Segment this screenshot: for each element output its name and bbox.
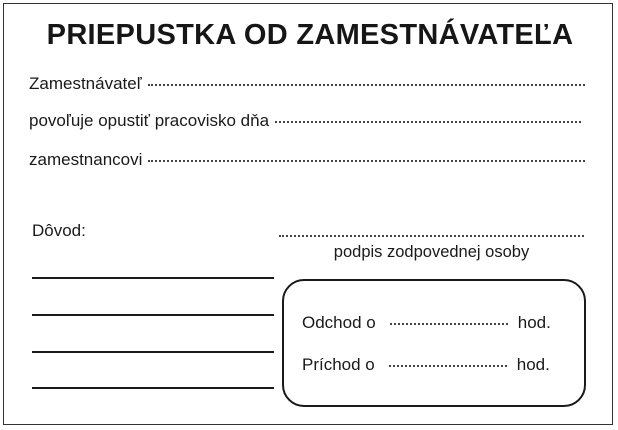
- arrival-time-field[interactable]: [389, 365, 507, 367]
- employee-label: zamestnancovi: [29, 150, 143, 169]
- arrival-unit: hod.: [516, 355, 550, 374]
- reason-line-3[interactable]: [32, 351, 274, 353]
- employer-field[interactable]: [148, 84, 585, 86]
- date-line: [29, 111, 581, 131]
- arrival-label: Príchod o: [302, 355, 375, 374]
- pass-form: [3, 3, 613, 425]
- departure-label: Odchod o: [302, 313, 376, 332]
- time-box: [282, 279, 586, 407]
- employee-line: [29, 150, 585, 170]
- signature-label: podpis zodpovednej osoby: [333, 243, 530, 261]
- departure-time-field[interactable]: [390, 323, 508, 325]
- employee-field[interactable]: [148, 160, 585, 162]
- employer-label: Zamestnávateľ: [29, 74, 142, 93]
- reason-line-4[interactable]: [32, 387, 274, 389]
- form-title: PRIEPUSTKA OD ZAMESTNÁVATEĽA: [46, 19, 574, 51]
- employer-line: [29, 74, 585, 94]
- arrival-row: [302, 355, 550, 375]
- reason-line-2[interactable]: [32, 314, 274, 316]
- departure-row: [302, 313, 551, 333]
- reason-label: Dôvod:: [32, 221, 86, 240]
- departure-unit: hod.: [517, 313, 551, 332]
- signature-field[interactable]: [279, 235, 584, 237]
- reason-line-1[interactable]: [32, 277, 274, 279]
- date-field[interactable]: [275, 121, 581, 123]
- permits-label: povoľuje opustiť pracovisko dňa: [29, 111, 270, 130]
